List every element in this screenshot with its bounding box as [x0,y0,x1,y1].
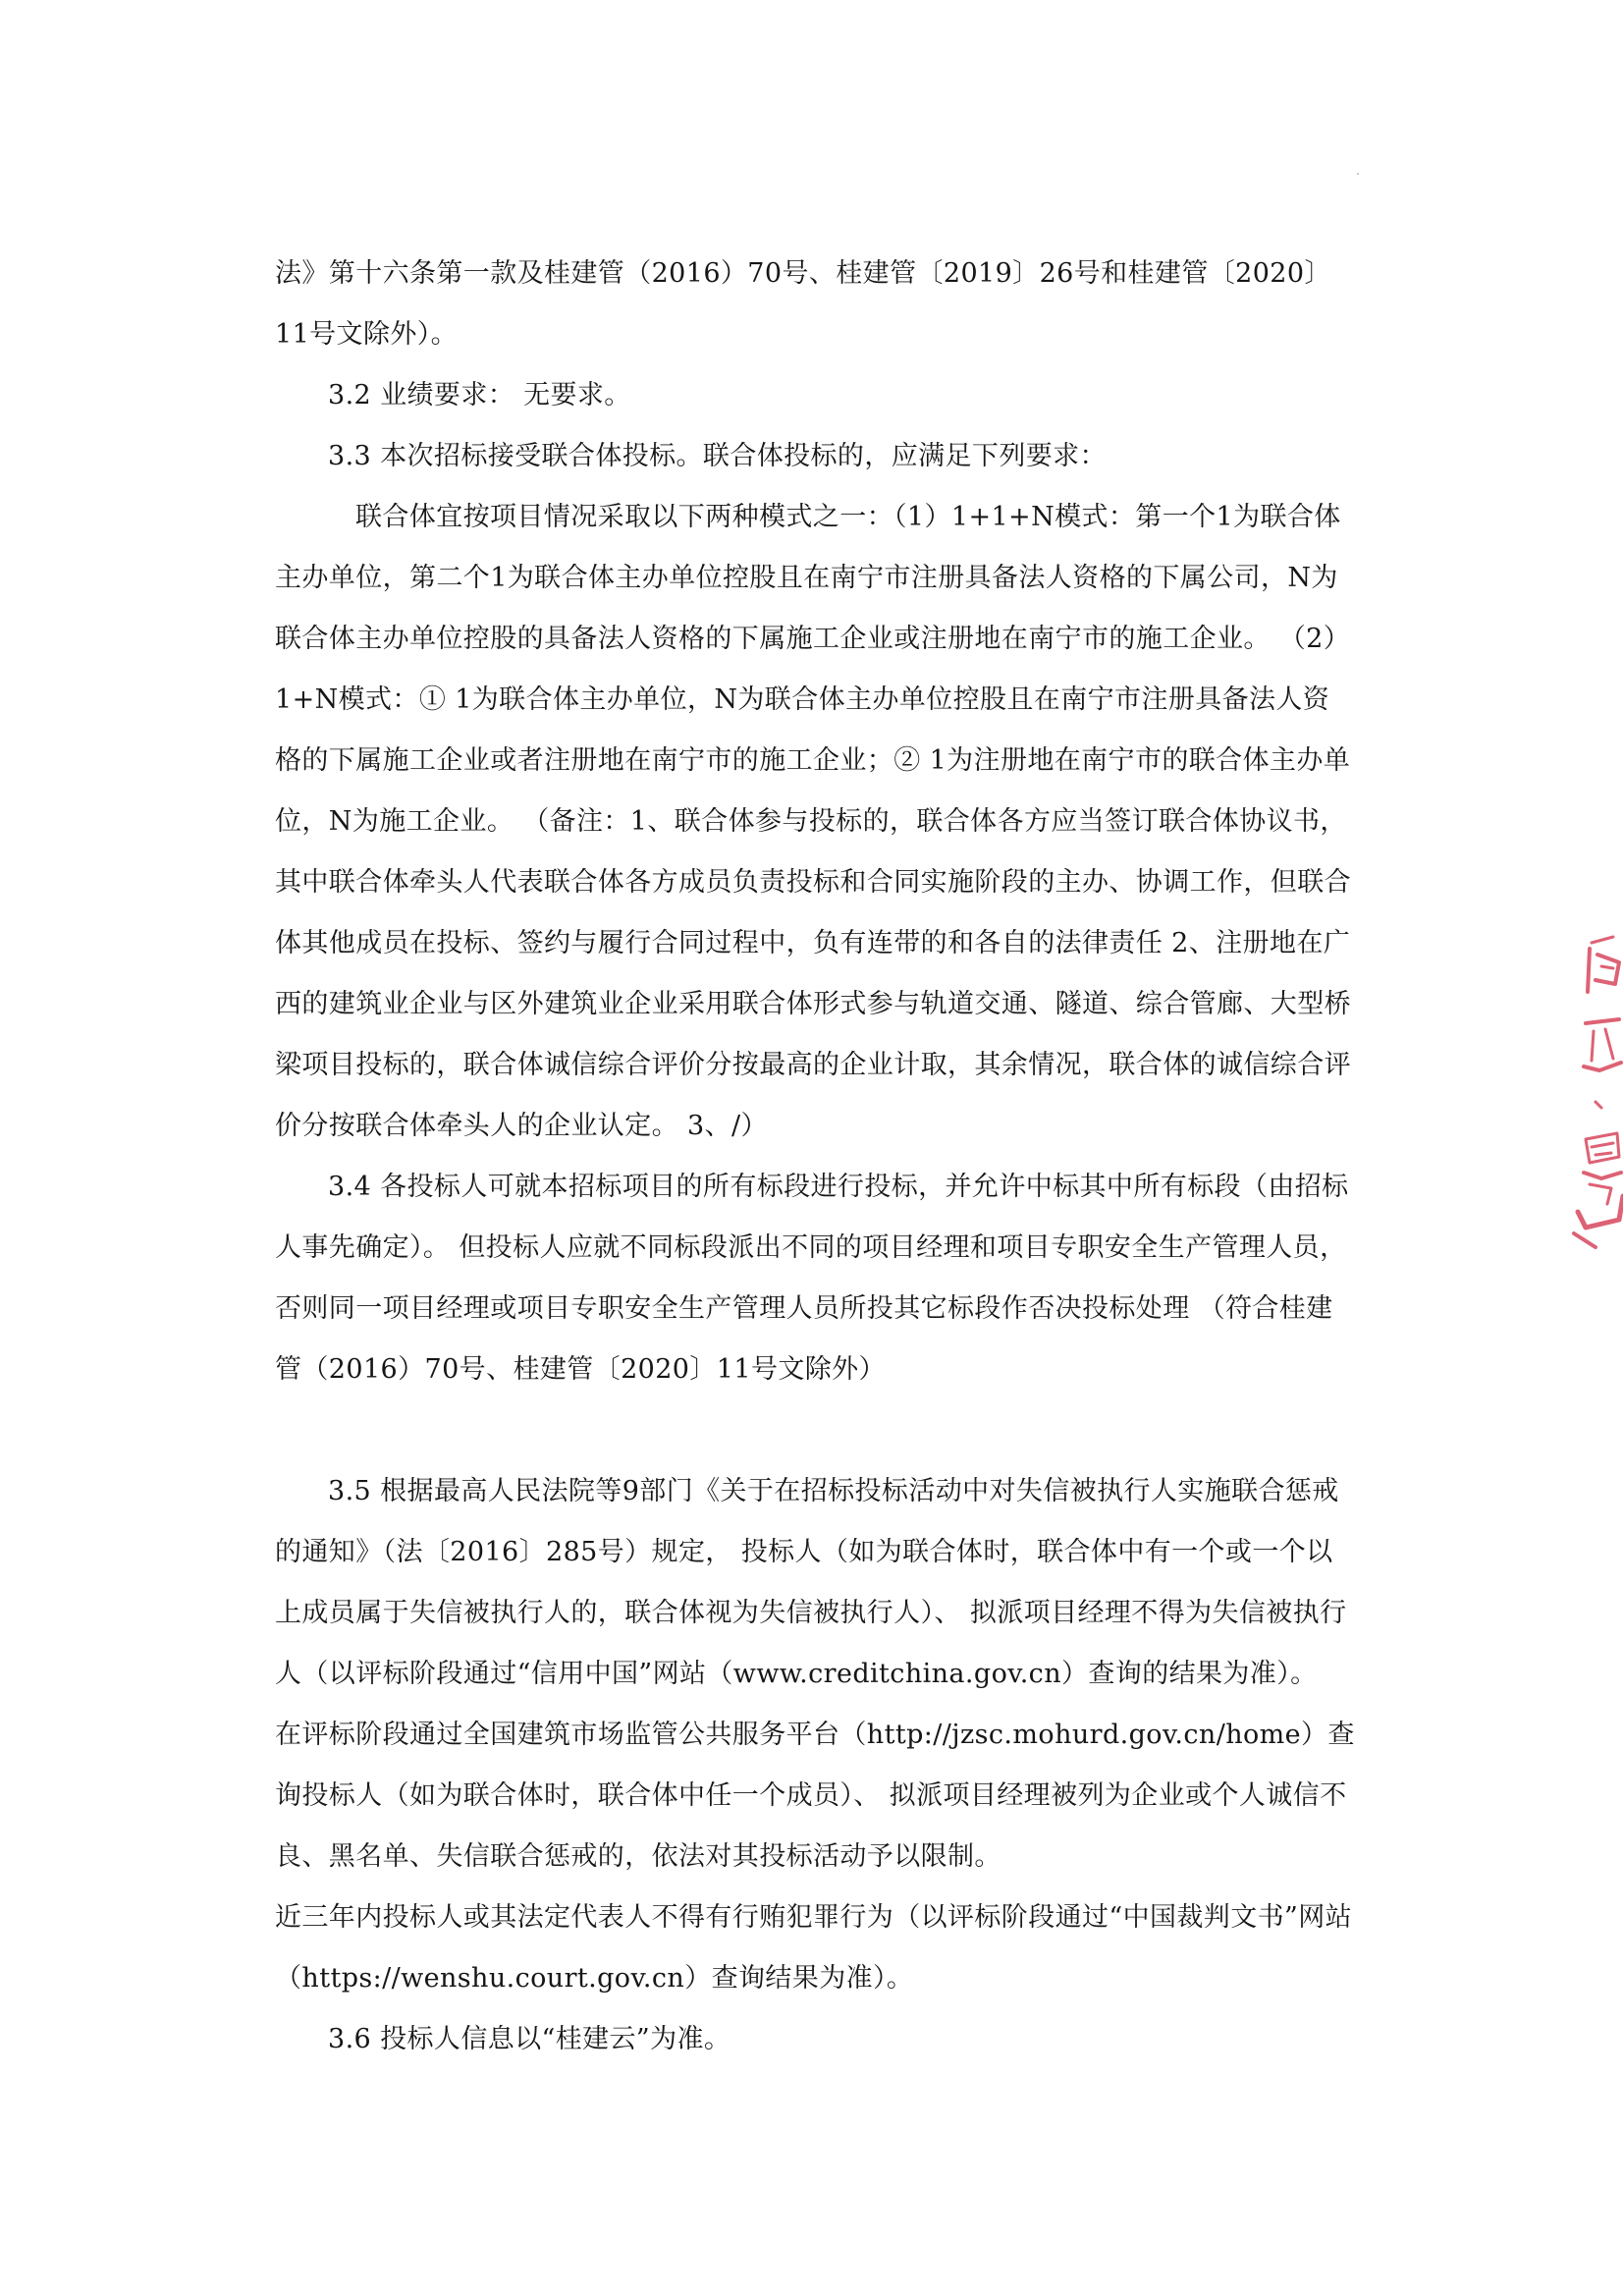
paragraph-3-2: 3.2 业绩要求： 无要求。 [328,380,631,410]
paragraph-3-3-detail: 联合体宜按项目情况采取以下两种模式之一：（1）1+1+N模式：第一个1为联合体主办单位，第二个1为联合体主办单位控股且在南宁市注册具备法人资格的下属公司，N为联合体主办单位控股的具备法人资格的下属施工企业或注册地在南宁市的施工企业。 （2）1+N模式：① 1为联合体主办单位，N为联合体主办单位控股且在南宁市注册具备法人资格的下属施工企业或者注册地在南宁市的施工企业；② 1为注册地在南宁市的联合体主办单位，N为施工企业。 （备注：1、联合体参与投标的，联合体各方应当签订联合体协议书，其中联合体牵头人代表联合体各方成员负责投标和合同实施阶段的主办、协调工作，但联合体其他成员在投标、签约与履行合同过程中，负有连带的和各自的法律责任 2、注册地在广西的建筑业企业与区外建筑业企业采用联合体形式参与轨道交通、隧道、综合管廊、大型桥梁项目投标的，联合体诚信综合评价分按最高的企业计取，其余情况，联合体的诚信综合评价分按联合体牵头人的企业认定。 3、/） [275,502,1351,1141]
partial-seal-stamp-icon [1556,933,1623,1257]
paragraph-3-5: 3.5 根据最高人民法院等9部门《关于在招标投标活动中对失信被执行人实施联合惩戒的通知》（法〔2016〕285号）规定， 投标人（如为联合体时，联合体中有一个或一个以上成员属于失信被执行人的，联合体视为失信被执行人）、 拟派项目经理不得为失信被执行人（以评标阶段通过“信用中国”网站（www.creditchina.gov.cn）查询的结果为准）。 [275,1476,1347,1689]
paragraph-3-6: 3.6 投标人信息以“桂建云”为准。 [328,2024,731,2054]
paragraph-3-4: 3.4 各投标人可就本招标项目的所有标段进行投标，并允许中标其中所有标段（由招标人事先确定）。 但投标人应就不同标段派出不同的项目经理和项目专职安全生产管理人员，否则同一项目经理或项目专职安全生产管理人员所投其它标段作否决投标处理 （符合桂建管（2016）70号、桂建管〔2020〕11号文除外） [275,1172,1349,1385]
paragraph-3-3: 3.3 本次招标接受联合体投标。联合体投标的，应满足下列要求： [328,441,1107,471]
paragraph-cont: 法》第十六条第一款及桂建管（2016）70号、桂建管〔2019〕26号和桂建管〔2020〕11号文除外）。 [275,258,1331,350]
paragraph-3-5b: 在评标阶段通过全国建筑市场监管公共服务平台（http://jzsc.mohurd.gov.cn/home）查询投标人（如为联合体时，联合体中任一个成员）、 拟派项目经理被列为企业或个人诚信不良、黑名单、失信联合惩戒的，依法对其投标活动予以限制。 [275,1720,1355,1872]
paragraph-gap [275,1400,1355,1461]
scan-dot [1357,173,1359,175]
document-body [275,244,1355,2070]
paragraph-3-5c: 近三年内投标人或其法定代表人不得有行贿犯罪行为（以评标阶段通过“中国裁判文书”网站（https://wenshu.court.gov.cn）查询结果为准）。 [275,1902,1353,1994]
